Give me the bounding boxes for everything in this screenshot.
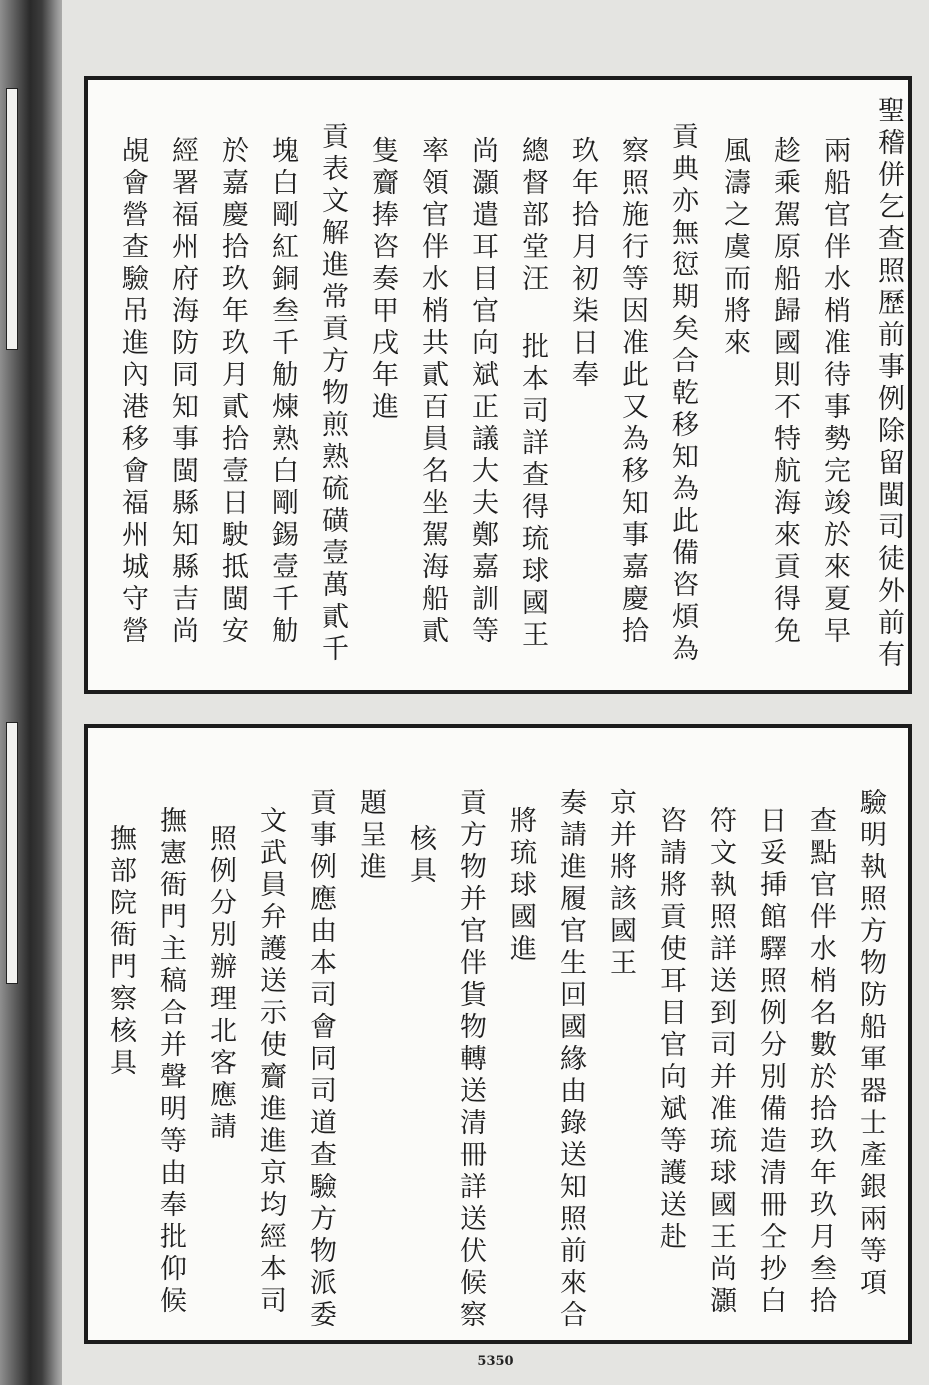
- text-column: 日妥挿館驛照例分別備造清冊仝抄白: [755, 806, 786, 1318]
- text-column: 撫部院衙門察核具: [105, 824, 136, 1080]
- text-column: 率領官伴水梢共貳百員名坐駕海船貳: [417, 136, 448, 648]
- manuscript-panel-upper: [84, 76, 912, 694]
- text-column: 京并將該國王: [605, 788, 636, 980]
- page-number: 5350: [477, 1354, 514, 1369]
- text-column: 符文執照詳送到司并准琉球國王尚灝: [705, 806, 736, 1318]
- text-column: 經署福州府海防同知事閩縣知縣吉尚: [167, 136, 198, 648]
- text-column: 趁乘駕原船歸國則不特航海來貢得免: [769, 136, 800, 648]
- text-column: 覘會營查驗吊進內港移會福州城守營: [117, 136, 148, 648]
- text-column: 照例分別辦理北客應請: [205, 824, 236, 1144]
- text-column: 驗明執照方物防船軍器士產銀兩等項: [855, 788, 886, 1300]
- text-column: 察照施行等因准此又為移知事嘉慶拾: [617, 136, 648, 648]
- book-gutter-shadow: [0, 0, 70, 1385]
- text-column: 咨請將貢使耳目官向斌等護送赴: [655, 806, 686, 1254]
- text-column: 將琉球國進: [505, 806, 536, 966]
- text-column: 貢事例應由本司會同司道查驗方物派委: [305, 788, 336, 1332]
- text-column: 塊白剛紅銅叁千觔煉熟白剛錫壹千觔: [267, 136, 298, 648]
- text-column: 奏請進履官生回國緣由錄送知照前來合: [555, 788, 586, 1332]
- text-column: 文武員弁護送示使齎進進京均經本司: [255, 806, 286, 1318]
- text-column: 核具: [405, 824, 436, 888]
- text-column: 貢表文解進常貢方物煎熟硫磺壹萬貳千: [317, 122, 348, 666]
- text-column: 題呈進: [355, 788, 386, 884]
- text-column: 兩船官伴水梢准待事勢完竣於來夏早: [819, 136, 850, 648]
- manuscript-panel-lower: [84, 724, 912, 1344]
- text-column: 於嘉慶拾玖年玖月貳拾壹日駛抵閩安: [217, 136, 248, 648]
- text-column: 總督部堂汪 批本司詳查得琉球國王: [517, 136, 548, 652]
- text-column: 貢方物并官伴貨物轉送清冊詳送伏候察: [455, 788, 486, 1332]
- text-column: 聖稽併乞查照歷前事例除留閩司徒外前有: [873, 96, 904, 672]
- binding-tab-lower: [6, 722, 18, 984]
- text-column: 隻齎捧咨奏甲戌年進: [367, 136, 398, 424]
- text-column: 查點官伴水梢名數於拾玖年玖月叁拾: [805, 806, 836, 1318]
- text-column: 撫憲衙門主稿合并聲明等由奉批仰候: [155, 806, 186, 1318]
- text-column: 玖年拾月初柒日奉: [567, 136, 598, 392]
- binding-tab-upper: [6, 88, 18, 350]
- scanned-page: [62, 0, 929, 1385]
- text-column: 貢典亦無愆期矣合乾移知為此備咨煩為: [667, 122, 698, 666]
- text-column: 尚灝遣耳目官向斌正議大夫鄭嘉訓等: [467, 136, 498, 648]
- text-column: 風濤之虞而將來: [719, 136, 750, 360]
